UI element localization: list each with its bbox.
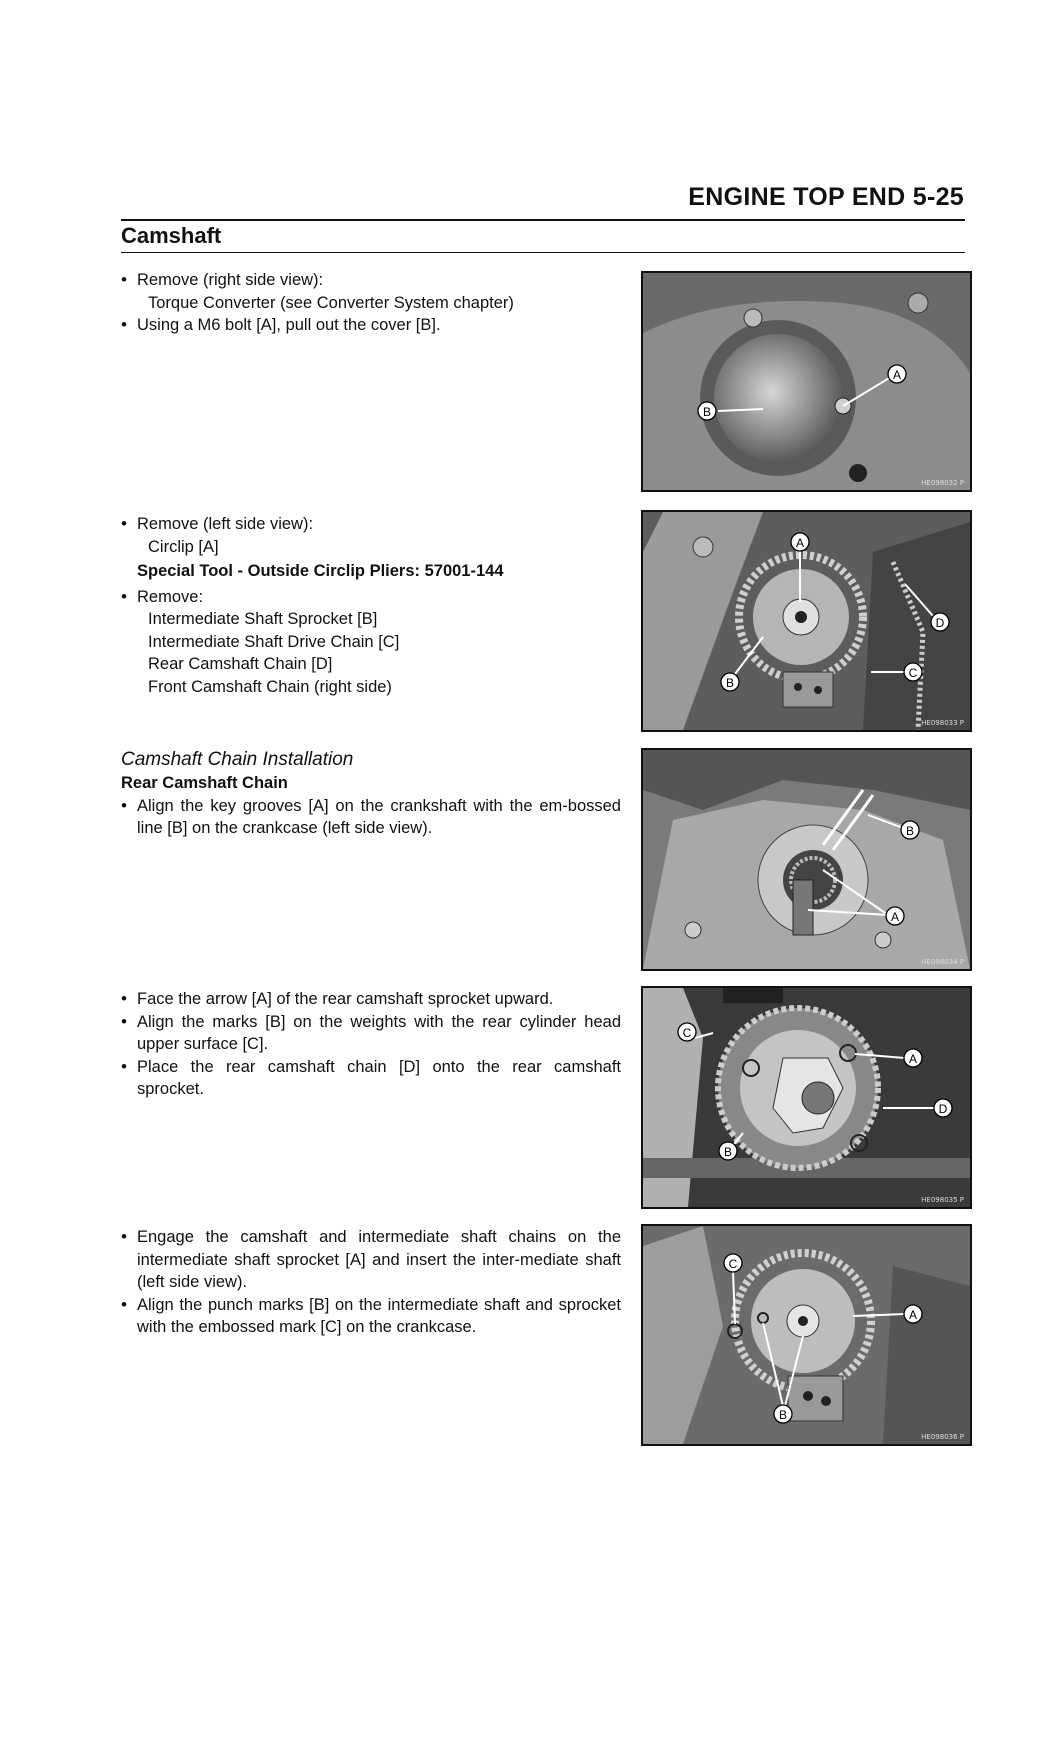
page-header-title: ENGINE TOP END 5-25 [688,183,964,211]
bullet-item: • Align the punch marks [B] on the intermediate shaft and sprocket with the embossed mark [C] on the crankcase. [121,1294,621,1339]
figure-crankshaft-alignment [641,748,972,971]
svg-text:B: B [723,1145,733,1159]
svg-text:D: D [938,1102,948,1116]
callout-b-label [698,402,716,420]
figure-id: HE098034 P [921,958,964,966]
svg-text:A: A [908,1308,918,1322]
svg-text:C: C [728,1257,738,1271]
sub-item: Intermediate Shaft Drive Chain [C] [148,632,400,651]
callout-a-label [904,1305,922,1323]
bullet-item: • Using a M6 bolt [A], pull out the cover [B]. [121,314,621,337]
callout-c-label [678,1023,696,1041]
svg-text:B: B [905,824,915,838]
subsection-subtitle: Rear Camshaft Chain [121,774,288,792]
instruction-block-1 [121,269,621,337]
bullet-item: • Remove (left side view): [121,513,621,536]
section-rule [121,252,965,253]
figure-id: HE098032 P [921,479,964,487]
subsection-title: Camshaft Chain Installation [121,749,354,770]
svg-text:A: A [892,368,902,382]
svg-text:B: B [702,405,712,419]
callout-d-label [931,613,949,631]
callout-b-label [719,1142,737,1160]
figure-sprocket-removal [641,510,972,732]
callout-b-label [721,673,739,691]
header-rule [121,219,965,221]
bullet-item: • Align the marks [B] on the weights with the rear cylinder head upper surface [C]. [121,1011,621,1056]
special-tool-note: Special Tool - Outside Circlip Pliers: 57001-144 [137,562,504,580]
svg-text:D: D [935,616,945,630]
callout-c-label [904,663,922,681]
figure-cover-removal [641,271,972,492]
callout-b-label [901,821,919,839]
figure-intermediate-shaft [641,1224,972,1446]
svg-text:B: B [725,676,735,690]
instruction-block-4 [121,988,621,1101]
sub-item: Intermediate Shaft Sprocket [B] [148,610,378,628]
bullet-item: • Align the key grooves [A] on the crankshaft with the em-bossed line [B] on the crankcase (left side view). [121,795,621,840]
sub-item: Front Camshaft Chain (right side) [148,677,392,696]
figure-id: HE098033 P [921,719,964,727]
section-title: Camshaft [121,223,222,248]
svg-text:C: C [682,1026,692,1040]
instruction-block-5 [121,1226,621,1339]
callout-a-label [904,1049,922,1067]
svg-text:A: A [908,1052,918,1066]
callout-d-label [934,1099,952,1117]
svg-text:B: B [778,1408,788,1422]
callout-c-label [724,1254,742,1272]
bullet-item: • Engage the camshaft and intermediate shaft chains on the intermediate shaft sprocket [A] and insert the inter-mediate shaft (left side view). [121,1226,621,1294]
svg-text:C: C [908,666,918,680]
sub-item: Rear Camshaft Chain [D] [148,655,333,673]
bullet-item: • Place the rear camshaft chain [D] onto the rear camshaft sprocket. [121,1056,621,1101]
bullet-item: • Remove: [121,586,621,609]
callout-b-label [774,1405,792,1423]
figure-rear-camshaft-sprocket [641,986,972,1209]
instruction-block-3 [121,748,621,840]
figure-id: HE098036 P [921,1433,964,1441]
bullet-item: • Remove (right side view): [121,269,621,292]
instruction-block-2 [121,513,621,698]
sub-item: Circlip [A] [148,537,219,556]
callout-a-label [886,907,904,925]
figure-id: HE098035 P [921,1196,964,1204]
callout-a-label [888,365,906,383]
bullet-item: • Face the arrow [A] of the rear camshaft sprocket upward. [121,988,621,1011]
callout-a-label [791,533,809,551]
svg-text:A: A [890,910,900,924]
sub-item: Torque Converter (see Converter System chapter) [148,293,514,312]
svg-text:A: A [795,536,805,550]
